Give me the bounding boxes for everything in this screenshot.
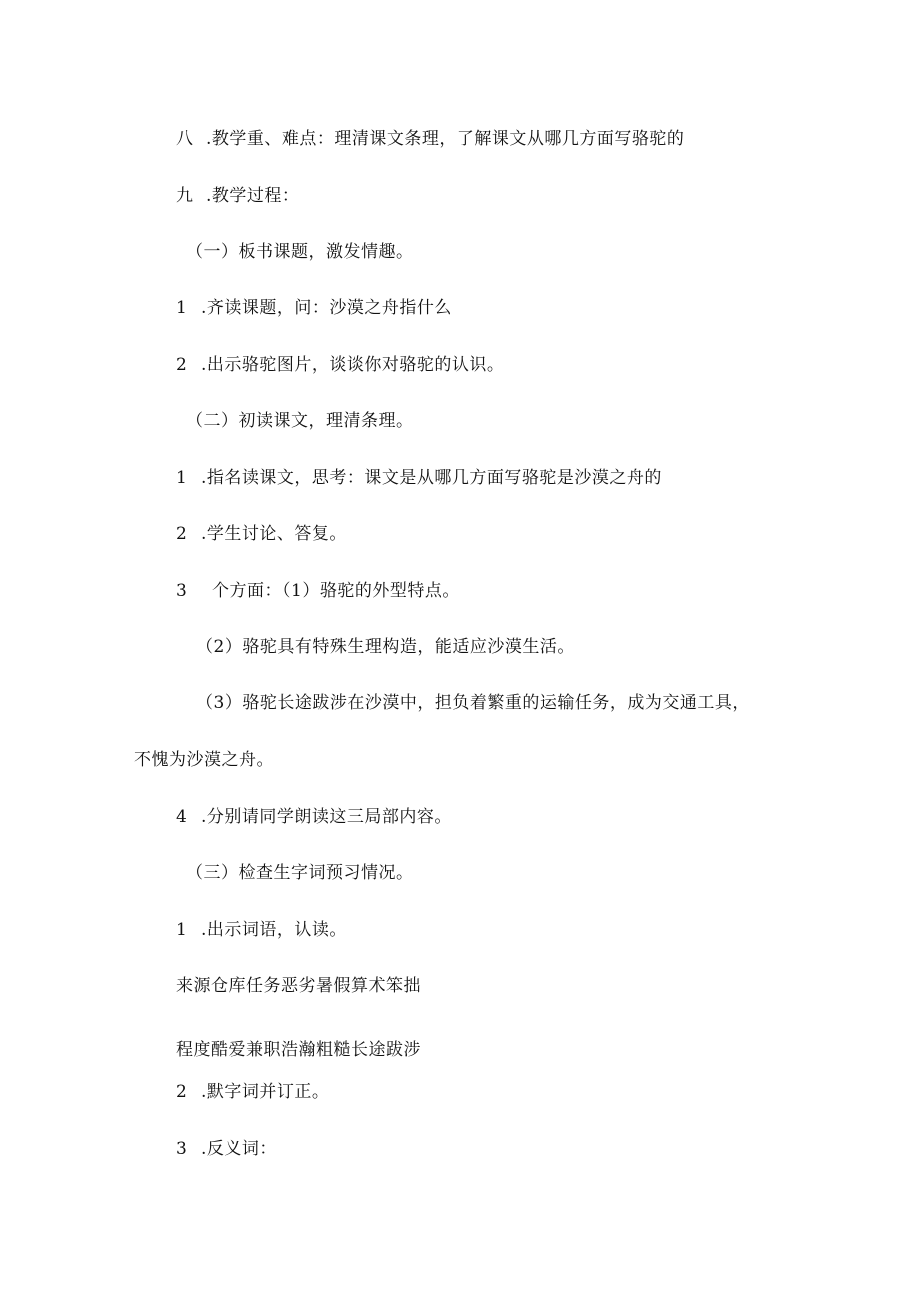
item-number: 1 (176, 468, 188, 488)
subheading-text: （二）初读课文，理清条理。 (186, 411, 414, 431)
item-number: 1 (176, 920, 188, 940)
section-text: .教学重、难点：理清课文条理，了解课文从哪几方面写骆驼的 (206, 129, 685, 149)
list-item (176, 919, 347, 941)
vocabulary-line (176, 975, 421, 997)
sub-point (196, 692, 750, 714)
list-item (176, 297, 452, 319)
sub-point (196, 636, 575, 658)
continuation-text: 不愧为沙漠之舟。 (134, 750, 274, 770)
subheading-text: （一）板书课题，激发情趣。 (186, 242, 414, 262)
item-text: .出示词语，认读。 (201, 920, 347, 940)
item-text: 个方面：（1）骆驼的外型特点。 (212, 581, 460, 601)
section-number: 九 (176, 186, 194, 206)
list-item (176, 1138, 277, 1160)
section-text: .教学过程： (206, 186, 300, 206)
list-item (176, 354, 504, 376)
subheading-3 (186, 862, 414, 884)
item-text: .出示骆驼图片，谈谈你对骆驼的认识。 (201, 355, 505, 375)
vocabulary-text: 程度酷爱兼职浩瀚粗糙长途跋涉 (176, 1040, 421, 1060)
item-text: .指名读课文，思考：课文是从哪几方面写骆驼是沙漠之舟的 (201, 468, 662, 488)
item-number: 2 (176, 1082, 188, 1102)
sub-point-text: （2）骆驼具有特殊生理构造，能适应沙漠生活。 (196, 637, 575, 657)
item-number: 2 (176, 355, 188, 375)
continuation-line (134, 749, 274, 771)
item-text: .分别请同学朗读这三局部内容。 (201, 807, 452, 827)
sub-point-text: （3）骆驼长途跋涉在沙漠中，担负着繁重的运输任务，成为交通工具， (196, 693, 750, 713)
list-item (176, 806, 452, 828)
item-text: .默字词并订正。 (201, 1082, 330, 1102)
item-text: .齐读课题，问：沙漠之舟指什么 (201, 298, 452, 318)
item-number: 1 (176, 298, 188, 318)
vocabulary-text: 来源仓库任务恶劣暑假算术笨拙 (176, 976, 421, 996)
list-item (176, 1081, 329, 1103)
section-number: 八 (176, 129, 194, 149)
section-9-line (176, 185, 299, 207)
section-8-line (176, 128, 684, 150)
subheading-text: （三）检查生字词预习情况。 (186, 863, 414, 883)
list-item (176, 580, 460, 602)
item-number: 4 (176, 807, 188, 827)
subheading-1 (186, 241, 414, 263)
subheading-2 (186, 410, 414, 432)
list-item (176, 467, 662, 489)
item-text: .反义词： (201, 1139, 277, 1159)
list-item (176, 523, 347, 545)
item-number: 3 (176, 1139, 188, 1159)
item-number: 3 (176, 581, 188, 601)
item-number: 2 (176, 524, 188, 544)
vocabulary-line (176, 1039, 421, 1061)
item-text: .学生讨论、答复。 (201, 524, 347, 544)
